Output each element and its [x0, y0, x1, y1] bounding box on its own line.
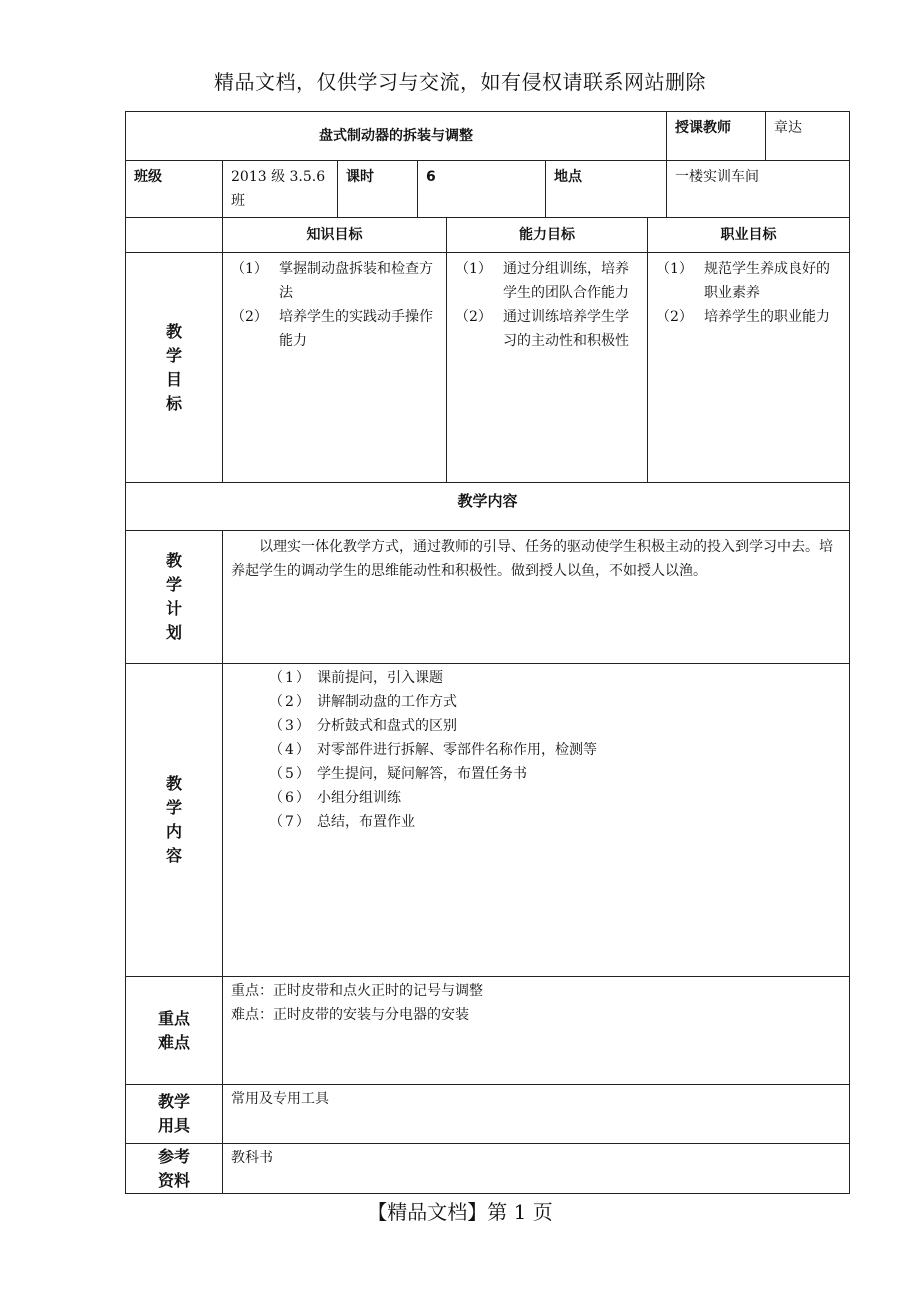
location-value: 一楼实训车间 — [667, 161, 850, 218]
content-step-5-num: （5） — [269, 766, 312, 782]
objectives-label-char-1: 教 — [165, 321, 182, 341]
ability-goal-2-num: （2） — [455, 309, 492, 325]
teacher-value: 章达 — [766, 112, 850, 161]
hours-label: 课时 — [338, 161, 418, 218]
knowledge-goal-2-text: 培养学生的实践动手操作能力 — [279, 309, 433, 349]
career-goal-1 — [656, 257, 843, 305]
content-label-char-3: 内 — [165, 822, 182, 841]
references-label-cell — [126, 1144, 223, 1194]
content-step-1-num: （1） — [269, 670, 312, 686]
references-cell — [223, 1144, 850, 1194]
content-label-cell — [126, 664, 223, 977]
content-label — [126, 772, 222, 868]
content-step-7 — [269, 810, 849, 834]
document-header-note: 精品文档，仅供学习与交流，如有侵权请联系网站删除 — [214, 70, 706, 94]
content-step-4-text: 对零部件进行拆解、零部件名称作用，检测等 — [317, 742, 597, 758]
ability-header: 能力目标 — [447, 218, 648, 253]
plan-label-cell — [126, 531, 223, 664]
key-points-label-cell — [126, 977, 223, 1085]
key-points-cell — [223, 977, 850, 1085]
objectives-label-char-4: 标 — [165, 393, 182, 413]
plan-label-char-2: 学 — [165, 575, 182, 594]
objectives-label-cell — [126, 253, 223, 483]
knowledge-goal-1-text: 掌握制动盘拆装和检查方法 — [279, 261, 433, 301]
plan-label — [126, 549, 222, 645]
knowledge-header: 知识目标 — [223, 218, 447, 253]
teacher-label: 授课教师 — [667, 112, 766, 161]
objectives-label — [126, 320, 222, 416]
plan-label-char-1: 教 — [165, 551, 182, 570]
content-step-2-num: （2） — [269, 694, 312, 710]
key-points-row — [126, 977, 850, 1085]
content-step-1-text: 课前提问，引入课题 — [317, 670, 443, 686]
career-goal-2-num: （2） — [656, 309, 693, 325]
tools-label-line-2: 用具 — [157, 1116, 190, 1135]
career-goals-cell — [648, 253, 850, 483]
knowledge-goal-1-num: （1） — [231, 261, 268, 277]
key-point-text: 重点：正时皮带和点火正时的记号与调整 — [231, 983, 483, 999]
content-step-3 — [269, 714, 849, 738]
objectives-header-row — [126, 218, 850, 253]
objectives-header-blank — [126, 218, 223, 253]
content-steps-cell — [223, 664, 850, 977]
tools-text: 常用及专用工具 — [231, 1091, 329, 1107]
objectives-label-char-2: 学 — [165, 345, 182, 365]
tools-label — [126, 1090, 222, 1138]
content-step-4 — [269, 738, 849, 762]
plan-text-cell — [223, 531, 850, 664]
knowledge-goal-1 — [231, 257, 440, 305]
content-step-6-num: （6） — [269, 790, 312, 806]
content-label-char-1: 教 — [165, 774, 182, 793]
content-header-row — [126, 483, 850, 531]
content-step-7-num: （7） — [269, 814, 312, 830]
key-points-label-line-2: 难点 — [157, 1032, 190, 1052]
content-steps-list — [223, 664, 849, 834]
ability-goals-cell — [447, 253, 648, 483]
content-step-1 — [269, 666, 849, 690]
content-step-6-text: 小组分组训练 — [317, 790, 401, 806]
plan-label-char-3: 计 — [165, 599, 182, 618]
lesson-title: 盘式制动器的拆装与调整 — [126, 112, 667, 161]
content-row — [126, 664, 850, 977]
career-goal-1-num: （1） — [656, 261, 693, 277]
objectives-label-char-3: 目 — [165, 369, 182, 389]
content-label-char-4: 容 — [165, 846, 182, 865]
ability-goal-2 — [455, 305, 641, 353]
content-label-char-2: 学 — [165, 798, 182, 817]
content-section-header: 教学内容 — [126, 483, 850, 531]
ability-goal-1-num: （1） — [455, 261, 492, 277]
tools-row — [126, 1085, 850, 1144]
document-footer-note: 【精品文档】第 1 页 — [367, 1200, 553, 1224]
content-step-4-num: （4） — [269, 742, 312, 758]
plan-row — [126, 531, 850, 664]
plan-text: 以理实一体化教学方式，通过教师的引导、任务的驱动使学生积极主动的投入到学习中去。培养起学生的调动学生的思维能动性和积极性。做到授人以鱼，不如授人以渔。 — [231, 539, 833, 579]
difficult-point-text: 难点：正时皮带的安装与分电器的安装 — [231, 1007, 469, 1023]
location-label: 地点 — [546, 161, 667, 218]
knowledge-goal-2 — [231, 305, 440, 353]
knowledge-goal-2-num: （2） — [231, 309, 268, 325]
references-text: 教科书 — [231, 1150, 273, 1166]
lesson-plan-table — [125, 111, 850, 1194]
career-header: 职业目标 — [648, 218, 850, 253]
hours-value: 6 — [418, 161, 546, 218]
key-points-label — [126, 1007, 222, 1055]
content-step-5-text: 学生提问，疑问解答，布置任务书 — [317, 766, 527, 782]
key-points-label-line-1: 重点 — [157, 1008, 190, 1028]
content-step-3-num: （3） — [269, 718, 312, 734]
references-label-line-2: 资料 — [157, 1170, 190, 1190]
knowledge-goals-cell — [223, 253, 447, 483]
tools-label-line-1: 教学 — [157, 1092, 190, 1111]
ability-goal-2-text: 通过训练培养学生学习的主动性和积极性 — [503, 309, 629, 349]
career-goal-2 — [656, 305, 843, 329]
content-step-7-text: 总结，布置作业 — [317, 814, 415, 830]
content-step-5 — [269, 762, 849, 786]
title-row — [126, 112, 850, 161]
tools-label-cell — [126, 1085, 223, 1144]
content-step-3-text: 分析鼓式和盘式的区别 — [317, 718, 457, 734]
references-row — [126, 1144, 850, 1194]
ability-goal-1-text: 通过分组训练，培养学生的团队合作能力 — [503, 261, 629, 301]
content-step-2-text: 讲解制动盘的工作方式 — [317, 694, 457, 710]
content-step-2 — [269, 690, 849, 714]
objectives-row — [126, 253, 850, 483]
ability-goal-1 — [455, 257, 641, 305]
references-label — [126, 1145, 222, 1193]
info-row — [126, 161, 850, 218]
career-goal-2-text: 培养学生的职业能力 — [704, 309, 830, 325]
tools-cell — [223, 1085, 850, 1144]
content-step-6 — [269, 786, 849, 810]
plan-label-char-4: 划 — [165, 623, 182, 642]
class-label: 班级 — [126, 161, 223, 218]
career-goal-1-text: 规范学生养成良好的职业素养 — [704, 261, 830, 301]
class-value: 2013 级 3.5.6 班 — [223, 161, 338, 218]
references-label-line-1: 参考 — [157, 1146, 190, 1166]
